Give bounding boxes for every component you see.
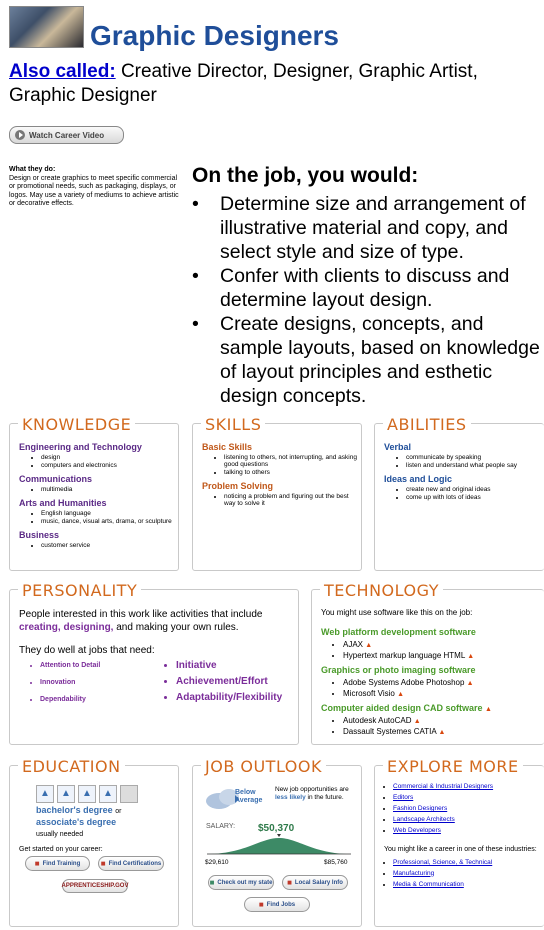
salary-low: $29,610 bbox=[205, 859, 229, 866]
related-career-label[interactable]: Web Developers bbox=[393, 827, 441, 834]
skills-item: • noticing a problem and figuring out the best way to solve it bbox=[224, 493, 361, 507]
find-certifications-label: Find Certifications bbox=[108, 860, 162, 867]
related-career-label[interactable]: Landscape Architects bbox=[393, 816, 455, 823]
flag-icon: ■ bbox=[34, 859, 40, 868]
related-career-label[interactable]: Fashion Designers bbox=[393, 805, 448, 812]
technology-intro: You might use software like this on the job: bbox=[321, 608, 473, 617]
explore-panel bbox=[374, 757, 544, 927]
also-called-label[interactable]: Also called: bbox=[9, 61, 116, 82]
outlook-text bbox=[275, 786, 357, 802]
watch-video-button[interactable] bbox=[9, 126, 124, 144]
hot-technology-icon: ▲ bbox=[438, 729, 446, 736]
related-career-label[interactable]: Editors bbox=[393, 794, 414, 801]
tech-item-label: Hypertext markup language HTML bbox=[343, 651, 465, 660]
related-career-link[interactable] bbox=[393, 794, 544, 801]
hot-technology-icon: ▲ bbox=[485, 706, 492, 713]
salary-label: SALARY: bbox=[206, 823, 236, 830]
tech-category: Graphics or photo imaging software bbox=[321, 665, 476, 675]
technology-heading: TECHNOLOGY bbox=[320, 581, 443, 600]
abilities-section-title: Verbal bbox=[384, 442, 412, 452]
knowledge-section-title: Communications bbox=[19, 474, 93, 484]
find-certifications-button[interactable] bbox=[98, 856, 164, 871]
knowledge-item: • multimedia bbox=[41, 486, 178, 493]
tech-item bbox=[343, 716, 544, 725]
industry-link[interactable] bbox=[393, 870, 544, 877]
watch-video-label: Watch Career Video bbox=[29, 130, 105, 140]
personality-highlight: creating, designing, bbox=[19, 622, 114, 633]
related-career-link[interactable] bbox=[393, 816, 544, 823]
personality-value: • Initiative bbox=[176, 659, 282, 672]
abilities-item: • come up with lots of ideas bbox=[406, 494, 544, 501]
personality-value: • Innovation bbox=[40, 676, 160, 689]
outlook-cloud-icon bbox=[205, 787, 271, 811]
tech-item bbox=[343, 651, 544, 660]
play-icon bbox=[15, 130, 25, 140]
get-started-text: Get started on your career: bbox=[19, 846, 103, 853]
industries-intro: You might like a career in one of these industries: bbox=[384, 846, 537, 853]
flag-icon: ■ bbox=[258, 900, 264, 909]
degree-or: or bbox=[115, 808, 122, 815]
skills-heading: SKILLS bbox=[201, 415, 265, 434]
hot-technology-icon: ▲ bbox=[467, 653, 475, 660]
on-the-job bbox=[192, 164, 542, 408]
abilities-item: • listen and understand what people say bbox=[406, 462, 544, 469]
local-salary-label: Local Salary Info bbox=[294, 879, 343, 886]
abilities-heading: ABILITIES bbox=[383, 415, 471, 434]
tech-category bbox=[321, 703, 544, 713]
tech-item bbox=[343, 727, 544, 736]
knowledge-heading: KNOWLEDGE bbox=[18, 415, 135, 434]
what-they-do bbox=[9, 166, 179, 209]
what-they-do-text: Design or create graphics to meet specific commercial or promotional needs, such as packaging, displays, or logos. May use a variety of mediums to achieve artistic or decorative effects. bbox=[9, 174, 179, 207]
industry-link[interactable] bbox=[393, 881, 544, 888]
industry-link[interactable] bbox=[393, 859, 544, 866]
page-title: Graphic Designers bbox=[90, 20, 339, 51]
tech-item-label: Microsoft Visio bbox=[343, 689, 395, 698]
on-the-job-title: On the job, you would: bbox=[192, 164, 419, 187]
related-career-label[interactable]: Commercial & Industrial Designers bbox=[393, 783, 494, 790]
graduation-cap-icon: ▲ bbox=[78, 785, 96, 803]
related-career-link[interactable] bbox=[393, 805, 544, 812]
tech-item-label: Adobe Systems Adobe Photoshop bbox=[343, 678, 465, 687]
industry-label[interactable]: Professional, Science, & Technical bbox=[393, 858, 493, 866]
on-the-job-item: • Confer with clients to discuss and determine layout design. bbox=[192, 264, 542, 312]
industry-label[interactable]: Manufacturing bbox=[393, 869, 435, 877]
explore-heading: EXPLORE MORE bbox=[383, 757, 523, 776]
knowledge-item: • design bbox=[41, 454, 178, 461]
knowledge-item: • customer service bbox=[41, 542, 178, 549]
degree-primary: bachelor's degree bbox=[36, 805, 113, 815]
industry-label[interactable]: Media & Communication bbox=[393, 880, 464, 888]
tech-category-label: Computer aided design CAD software bbox=[321, 703, 483, 713]
check-state-label: Check out my state bbox=[217, 879, 273, 886]
skills-section-title: Problem Solving bbox=[202, 481, 274, 491]
skills-section-title: Basic Skills bbox=[202, 442, 253, 452]
tech-item bbox=[343, 689, 544, 698]
hot-technology-icon: ▲ bbox=[365, 642, 373, 649]
skills-item: • listening to others, not interrupting, and asking good questions bbox=[224, 454, 361, 468]
related-career-link[interactable] bbox=[393, 783, 544, 790]
graduation-cap-icon: ▲ bbox=[99, 785, 117, 803]
flag-icon: ■ bbox=[287, 878, 292, 887]
tech-item-label: Autodesk AutoCAD bbox=[343, 716, 412, 725]
outlook-highlight: less likely bbox=[275, 794, 306, 801]
personality-right-list bbox=[160, 659, 282, 706]
what-they-do-title: What they do: bbox=[9, 166, 56, 173]
knowledge-panel bbox=[9, 415, 179, 571]
personality-panel bbox=[9, 581, 299, 745]
outlook-text-2: in the future. bbox=[307, 794, 344, 801]
check-state-button[interactable] bbox=[208, 875, 274, 890]
personality-value: • Attention to Detail bbox=[40, 659, 160, 672]
knowledge-section-title: Arts and Humanities bbox=[19, 498, 107, 508]
degree-secondary: associate's degree bbox=[36, 817, 117, 827]
personality-intro-text: People interested in this work like activities that include bbox=[19, 609, 263, 620]
also-called-text: Creative Director, Designer, Graphic Artist, Graphic Designer bbox=[9, 61, 478, 106]
graduation-cap-icon: ▲ bbox=[57, 785, 75, 803]
hot-technology-icon: ▲ bbox=[397, 691, 405, 698]
job-outlook-panel bbox=[192, 757, 362, 927]
tech-item-label: AJAX bbox=[343, 640, 364, 649]
tech-category: Web platform development software bbox=[321, 627, 476, 637]
personality-value-intro: They do well at jobs that need: bbox=[19, 645, 155, 656]
abilities-section-title: Ideas and Logic bbox=[384, 474, 453, 484]
technology-panel bbox=[311, 581, 544, 745]
tech-item-label: Dassault Systemes CATIA bbox=[343, 727, 437, 736]
degree-usually: usually needed bbox=[36, 831, 84, 838]
salary-high: $85,760 bbox=[324, 859, 348, 866]
on-the-job-item: • Create designs, concepts, and sample layouts, based on knowledge of layout principles and esthetic design concepts. bbox=[192, 312, 542, 408]
outlook-badge-1: Below bbox=[235, 789, 256, 796]
personality-intro-end: and making your own rules. bbox=[116, 622, 239, 633]
designer-photo bbox=[9, 6, 84, 48]
personality-value: • Achievement/Effort bbox=[176, 675, 282, 688]
map-icon: ■ bbox=[209, 878, 215, 887]
find-training-button[interactable] bbox=[25, 856, 90, 871]
find-training-label: Find Training bbox=[42, 860, 81, 867]
salary-distribution-chart bbox=[205, 834, 353, 858]
abilities-panel bbox=[374, 415, 544, 571]
personality-value: • Dependability bbox=[40, 693, 160, 706]
skills-item: • talking to others bbox=[224, 469, 361, 476]
knowledge-section-title: Business bbox=[19, 530, 60, 540]
local-salary-button[interactable] bbox=[282, 875, 348, 890]
abilities-item: • communicate by speaking bbox=[406, 454, 544, 461]
graduation-cap-icon: ▲ bbox=[36, 785, 54, 803]
personality-value: • Adaptability/Flexibility bbox=[176, 691, 282, 704]
abilities-item: • create new and original ideas bbox=[406, 486, 544, 493]
tech-item bbox=[343, 640, 544, 649]
knowledge-item: • computers and electronics bbox=[41, 462, 178, 469]
hot-technology-icon: ▲ bbox=[413, 718, 421, 725]
outlook-badge-2: Average bbox=[235, 797, 263, 804]
education-panel bbox=[9, 757, 179, 927]
education-heading: EDUCATION bbox=[18, 757, 125, 776]
personality-left-list bbox=[19, 659, 160, 706]
job-outlook-heading: JOB OUTLOOK bbox=[201, 757, 326, 776]
personality-heading: PERSONALITY bbox=[18, 581, 141, 600]
also-called bbox=[9, 60, 539, 108]
knowledge-item: • music, dance, visual arts, drama, or sculpture bbox=[41, 518, 178, 525]
personality-intro bbox=[19, 608, 290, 634]
knowledge-item: • English language bbox=[41, 510, 178, 517]
apprenticeship-button[interactable] bbox=[62, 879, 128, 893]
hot-technology-icon: ▲ bbox=[466, 680, 474, 687]
find-jobs-button[interactable] bbox=[244, 897, 310, 912]
flag-icon: ■ bbox=[100, 859, 106, 868]
tech-item bbox=[343, 678, 544, 687]
graduation-cap-empty-icon: ▲ bbox=[120, 785, 138, 803]
skills-panel bbox=[192, 415, 362, 571]
salary-value: $50,370 bbox=[258, 823, 295, 834]
find-jobs-label: Find Jobs bbox=[266, 901, 296, 908]
on-the-job-item: • Determine size and arrangement of illustrative material and copy, and select style and size of type. bbox=[192, 192, 542, 264]
outlook-text-1: New job opportunities are bbox=[275, 786, 349, 793]
apprenticeship-label: APPRENTICESHIP.GOV bbox=[61, 883, 129, 889]
related-career-link[interactable] bbox=[393, 827, 544, 834]
knowledge-section-title: Engineering and Technology bbox=[19, 442, 142, 452]
